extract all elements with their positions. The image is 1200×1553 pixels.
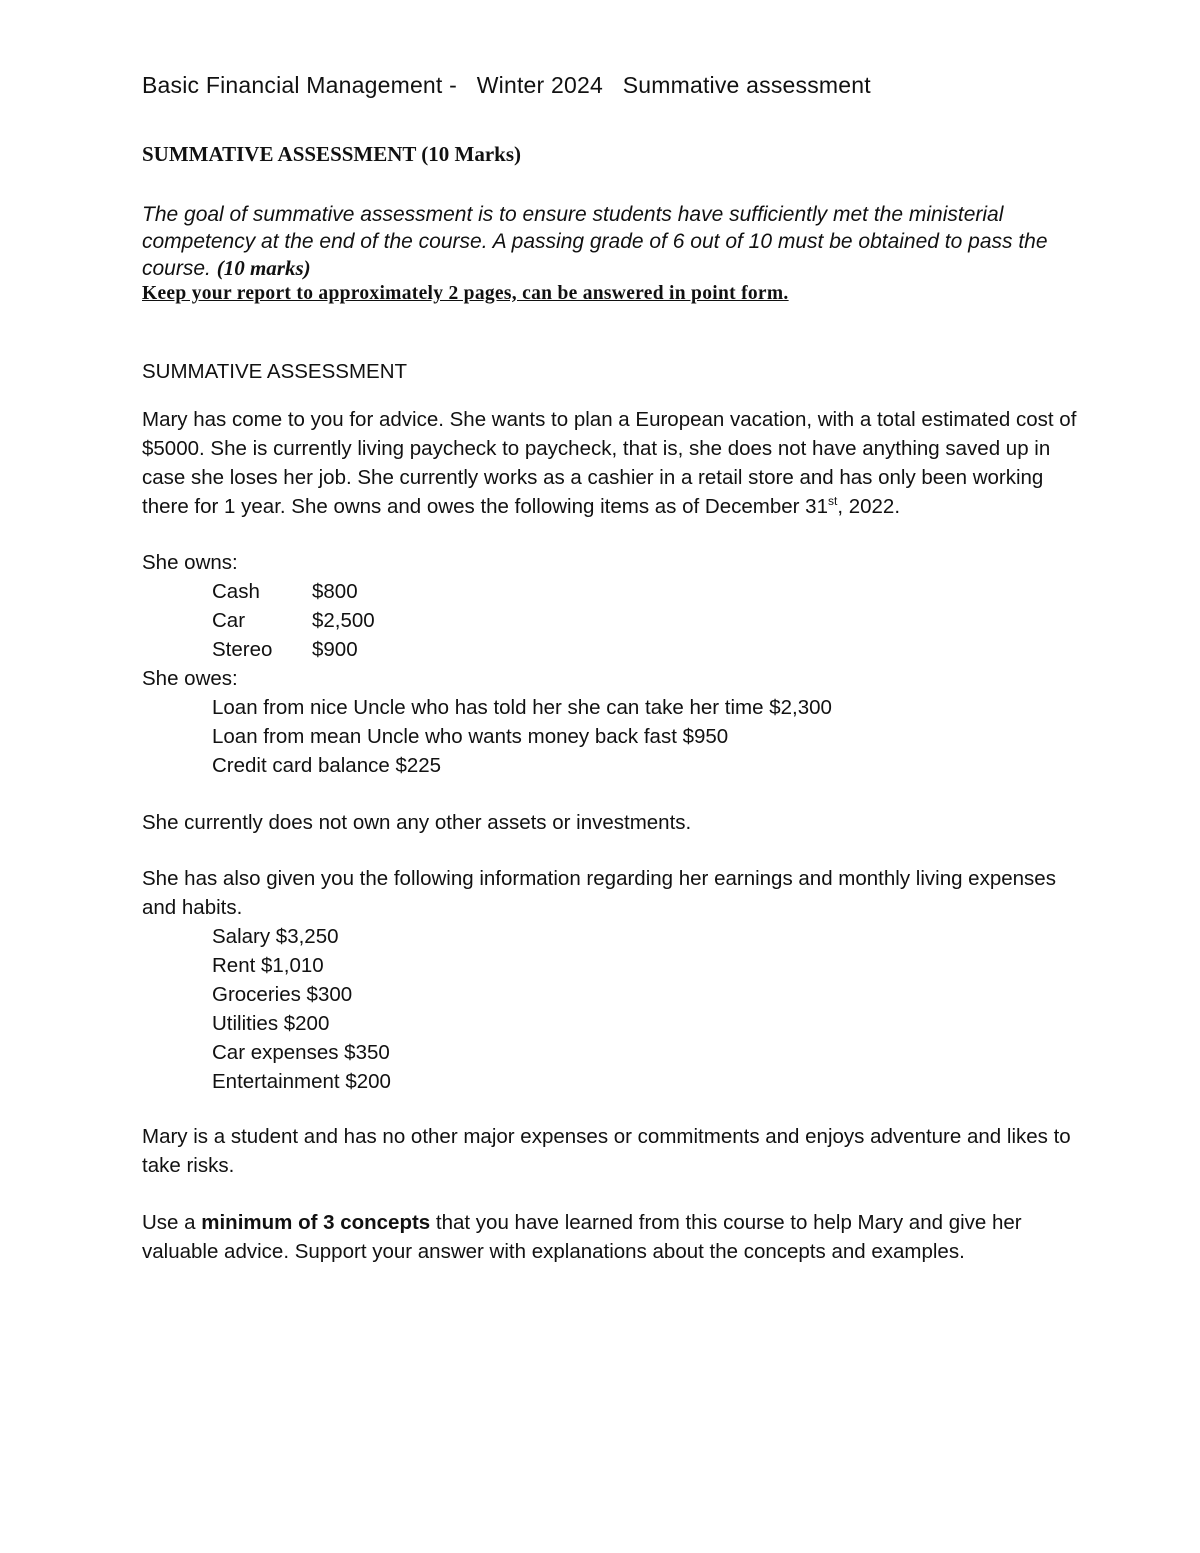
expense-item: Salary $3,250 — [212, 925, 339, 948]
owns-item — [142, 577, 1082, 606]
owns-item-value: $900 — [312, 638, 358, 661]
owns-item-value: $800 — [312, 580, 358, 603]
expense-item: Rent $1,010 — [212, 954, 324, 977]
intro-text: The goal of summative assessment is to ensure students have sufficiently met the ministerial competency at the end of the course. A passing grade of 6 out of 10 must be obtained to pass the course. — [142, 203, 1048, 280]
owes-item: Loan from mean Uncle who wants money back fast $950 — [212, 725, 729, 748]
scenario-paragraph — [142, 405, 1082, 521]
scenario-text: Mary has come to you for advice. She wants to plan a European vacation, with a total estimated cost of $5000. She is currently living paycheck to paycheck, that is, she does not have anything saved up in case she loses her job. She currently works as a cashier in a retail store and has only been working there for 1 year. She owns and owes the following items as of December 31 — [142, 408, 1077, 518]
intro-paragraph — [142, 201, 1082, 282]
owns-label: She owns: — [142, 551, 238, 574]
owns-item-name: Stereo — [212, 638, 273, 661]
owns-item-value: $2,500 — [312, 609, 375, 632]
intro-marks: (10 marks) — [216, 256, 311, 280]
concepts-before: Use a — [142, 1211, 202, 1234]
earnings-text: She has also given you the following information regarding her earnings and monthly living expenses and habits. — [142, 867, 1056, 919]
owes-item: Loan from nice Uncle who has told her she can take her time $2,300 — [212, 696, 832, 719]
page-header: Basic Financial Management - Winter 2024 Summative assessment — [142, 72, 871, 98]
owns-item-name: Cash — [212, 580, 260, 603]
no-assets-statement: She currently does not own any other assets or investments. — [142, 811, 692, 834]
concepts-bold: minimum of 3 concepts — [201, 1211, 431, 1234]
owes-item: Credit card balance $225 — [212, 754, 442, 777]
earnings-section — [142, 864, 1082, 1096]
date-suffix: st — [827, 494, 838, 509]
owns-item — [142, 606, 1082, 635]
section-title: SUMMATIVE ASSESSMENT — [142, 360, 408, 383]
owns-item — [142, 635, 1082, 664]
expense-item: Car expenses $350 — [212, 1041, 390, 1064]
scenario-date-end: , 2022. — [837, 495, 901, 518]
report-length-note: Keep your report to approximately 2 pages, can be answered in point form. — [142, 283, 789, 304]
assets-liabilities-section — [142, 548, 1082, 780]
student-paragraph: Mary is a student and has no other major expenses or commitments and enjoys adventure and likes to take risks. — [142, 1125, 1071, 1177]
owes-label: She owes: — [142, 667, 238, 690]
expense-item: Entertainment $200 — [212, 1070, 391, 1093]
owns-item-name: Car — [212, 609, 246, 632]
concepts-after: that you have learned from this course to help Mary and give her valuable advice. Support your answer with explanations about the concepts and examples. — [142, 1211, 1022, 1263]
concepts-instruction — [142, 1208, 1082, 1266]
main-title: SUMMATIVE ASSESSMENT (10 Marks) — [142, 142, 522, 166]
expense-item: Groceries $300 — [212, 983, 353, 1006]
expense-item: Utilities $200 — [212, 1012, 330, 1035]
